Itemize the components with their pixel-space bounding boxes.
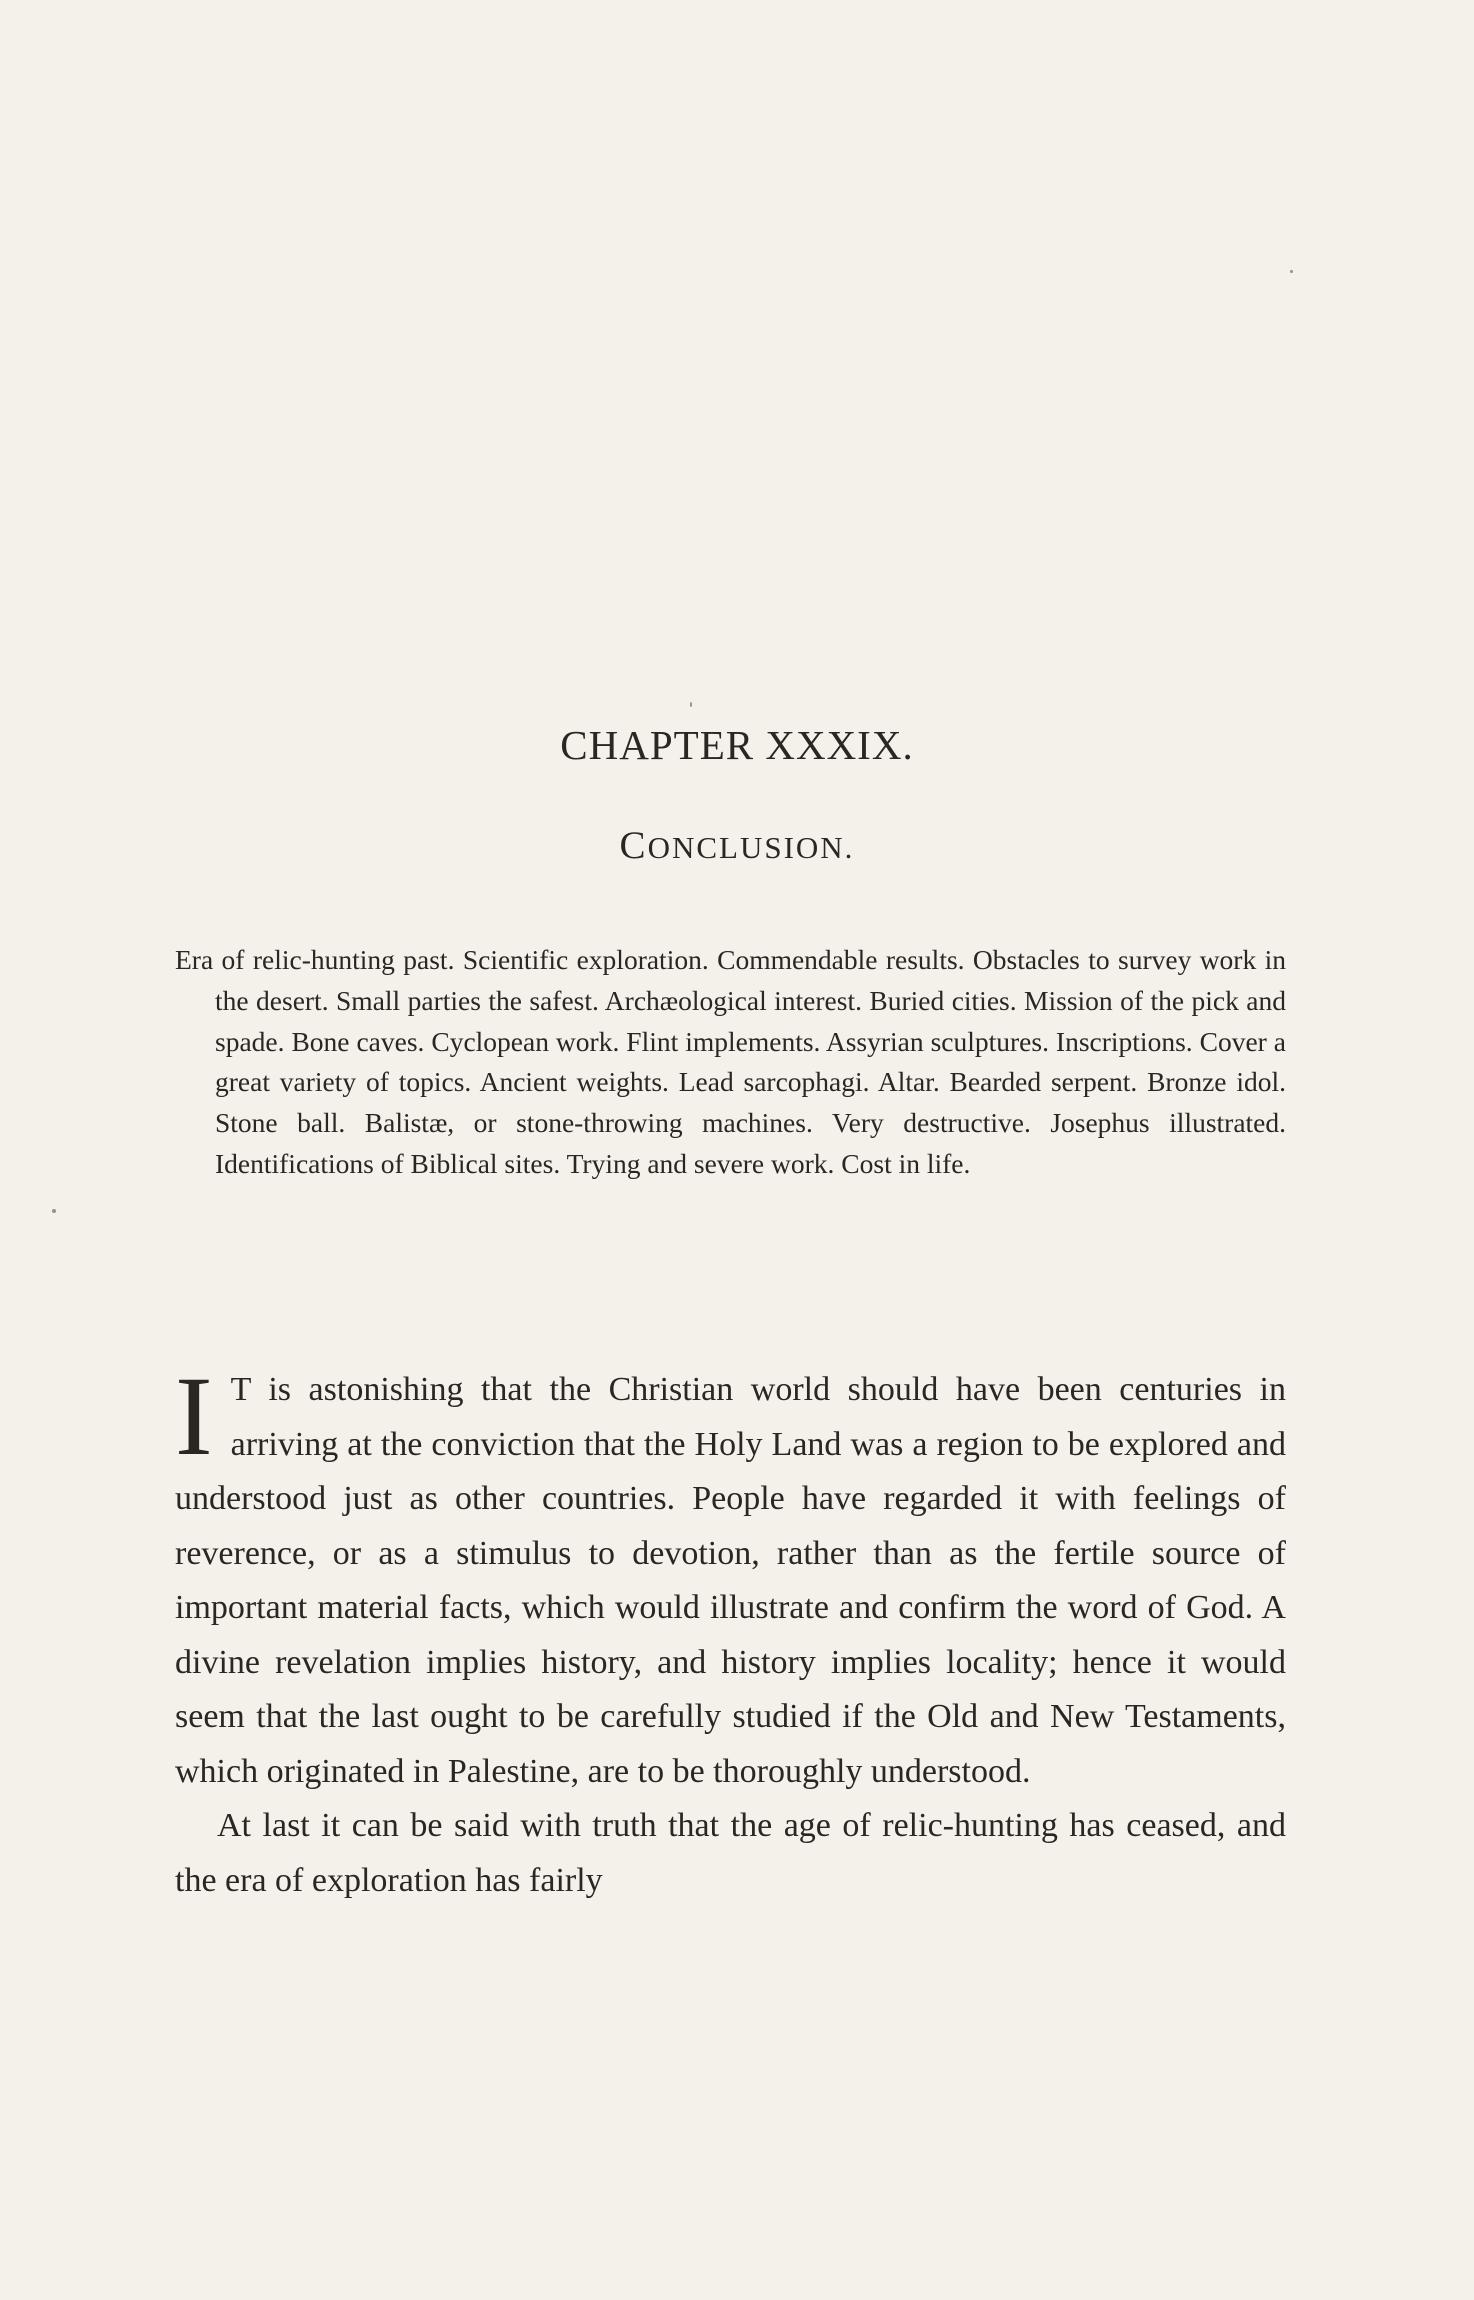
paper-speck (52, 1209, 56, 1213)
chapter-synopsis: Era of relic-hunting past. Scientific exploration. Commendable results. Obstacles to survey work in the desert. Small parties the safest. Archæological interest. Buried cities. Mission of the pick and spade. Bone caves. Cyclopean work. Flint implements. Assyrian sculptures. Inscriptions. Cover a great variety of topics. Ancient weights. Lead sarcophagi. Altar. Bearded serpent. Bronze idol. Stone ball. Balistæ, or stone-throwing machines. Very destructive. Josephus illustrated. Identifications of Biblical sites. Trying and severe work. Cost in life. (175, 944, 1286, 1179)
paper-speck (1290, 270, 1293, 273)
section-title (0, 826, 1474, 868)
paragraph-1 (175, 1354, 1286, 1799)
section-title-rest: ONCLUSION. (647, 830, 855, 865)
paragraph-2: At last it can be said with truth that the age of relic-hunting has ceased, and the era of exploration has fairly (175, 1807, 1286, 1899)
drop-cap: I (175, 1354, 213, 1479)
paper-speck (690, 702, 692, 707)
paragraph-1-text: T is astonishing that the Christian world should have been centuries in arriving at the conviction that the Holy Land was a region to be explored and understood just as other countries. People have regarded it with feelings of reverence, or as a stimulus to devotion, rather than as the fertile source of important material facts, which would illustrate and confirm the word of God. A divine revelation implies history, and history implies locality; hence it would seem that the last ought to be carefully studied if the Old and New Testaments, which originated in Palestine, are to be thoroughly understood. (175, 1371, 1286, 1790)
section-title-initial: C (619, 824, 648, 867)
chapter-heading: CHAPTER XXXIX. (560, 722, 914, 768)
body-text (175, 1354, 1286, 1908)
